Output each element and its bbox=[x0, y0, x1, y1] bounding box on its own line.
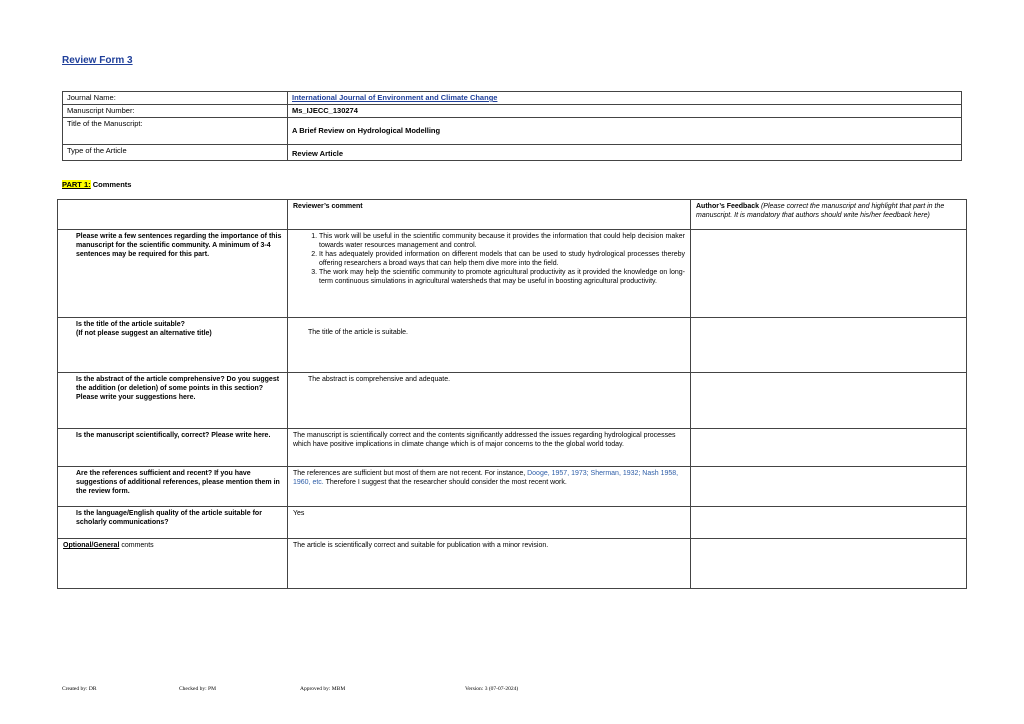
question-references: Are the references sufficient and recent? If you have suggestions of additional references, please mention them in the review form. bbox=[58, 467, 288, 507]
answer-optional: The article is scientifically correct and suitable for publication with a minor revision. bbox=[288, 539, 691, 589]
part-heading bbox=[62, 180, 131, 189]
info-row-manuscript-number bbox=[63, 105, 962, 118]
row-scientific bbox=[58, 429, 967, 467]
importance-item: 3. The work may help the scientific community to promote agricultural productivity as it provided the knowledge on long-term continuous simulations in agricultural watersheds that may be useful in boosting agricultural productivity. bbox=[319, 268, 685, 286]
journal-name-label: Journal Name: bbox=[63, 92, 288, 105]
info-row-article-type bbox=[63, 145, 962, 161]
manuscript-info-table bbox=[62, 91, 962, 161]
manuscript-number-label: Manuscript Number: bbox=[63, 105, 288, 118]
references-citations: Dooge, 1957, 1973; Sherman, 1932; Nash 1958, 1960, etc. bbox=[293, 470, 679, 486]
manuscript-title-value: A Brief Review on Hydrological Modelling bbox=[288, 118, 962, 145]
references-text-post: Therefore I suggest that the researcher should consider the most recent work. bbox=[323, 479, 567, 486]
reviewer-comment-header: Reviewer’s comment bbox=[288, 200, 691, 230]
info-row-journal bbox=[63, 92, 962, 105]
author-feedback-references[interactable] bbox=[691, 467, 967, 507]
footer-checked: Checked by: PM bbox=[179, 686, 216, 692]
question-abstract: Is the abstract of the article comprehensive? Do you suggest the addition (or deletion) of some points in this section? Please write your suggestions here. bbox=[58, 373, 288, 429]
part-title: Comments bbox=[92, 180, 132, 189]
author-feedback-language[interactable] bbox=[691, 507, 967, 539]
author-feedback-scientific[interactable] bbox=[691, 429, 967, 467]
importance-list bbox=[293, 232, 685, 286]
comments-table bbox=[57, 199, 967, 589]
footer-created: Created by: DR bbox=[62, 686, 97, 692]
answer-abstract: The abstract is comprehensive and adequate. bbox=[288, 373, 691, 429]
question-title: Is the title of the article suitable? (If not please suggest an alternative title) bbox=[58, 318, 288, 373]
author-feedback-title: Author’s Feedback bbox=[696, 203, 760, 210]
row-optional bbox=[58, 539, 967, 589]
manuscript-number-value: Ms_IJECC_130274 bbox=[288, 105, 962, 118]
answer-importance bbox=[288, 230, 691, 318]
part-label: PART 1: bbox=[62, 180, 91, 189]
info-row-title bbox=[63, 118, 962, 145]
author-feedback-header bbox=[691, 200, 967, 230]
optional-general-label: Optional/General bbox=[63, 542, 120, 549]
author-feedback-optional[interactable] bbox=[691, 539, 967, 589]
journal-name-link[interactable]: International Journal of Environment and Climate Change bbox=[292, 93, 498, 102]
answer-title: The title of the article is suitable. bbox=[288, 318, 691, 373]
question-scientific: Is the manuscript scientifically, correct? Please write here. bbox=[58, 429, 288, 467]
row-abstract bbox=[58, 373, 967, 429]
author-feedback-title[interactable] bbox=[691, 318, 967, 373]
answer-references bbox=[288, 467, 691, 507]
header-row bbox=[58, 200, 967, 230]
row-importance bbox=[58, 230, 967, 318]
manuscript-title-label: Title of the Manuscript: bbox=[63, 118, 288, 145]
row-title bbox=[58, 318, 967, 373]
question-language: Is the language/English quality of the article suitable for scholarly communications? bbox=[58, 507, 288, 539]
question-optional bbox=[58, 539, 288, 589]
row-references bbox=[58, 467, 967, 507]
importance-item: 2. It has adequately provided information on different models that can be used to study hydrological processes thereby offering researchers a broad ways that can help them dive more into the field. bbox=[319, 250, 685, 268]
article-type-label: Type of the Article bbox=[63, 145, 288, 161]
author-feedback-importance[interactable] bbox=[691, 230, 967, 318]
optional-comments-label: comments bbox=[119, 542, 154, 549]
form-title: Review Form 3 bbox=[62, 55, 133, 66]
footer-approved: Approved by: MBM bbox=[300, 686, 346, 692]
importance-item: 1. This work will be useful in the scientific community because it provides the information that could help decision maker towards water resources management and control. bbox=[319, 232, 685, 250]
row-language bbox=[58, 507, 967, 539]
answer-scientific: The manuscript is scientifically correct and the contents significantly addressed the issues regarding hydrological processes which have positive implications in climate change which is of major concerns to the the global world today. bbox=[288, 429, 691, 467]
header-blank bbox=[58, 200, 288, 230]
author-feedback-instructions: (Please correct the manuscript and highlight that part in the manuscript. It is mandatory that authors should write his/her feedback here) bbox=[696, 203, 945, 219]
author-feedback-abstract[interactable] bbox=[691, 373, 967, 429]
footer-version: Version: 3 (07-07-2024) bbox=[465, 686, 519, 692]
references-text-pre: The references are sufficient but most of them are not recent. For instance, bbox=[293, 470, 528, 477]
answer-language: Yes bbox=[288, 507, 691, 539]
question-importance: Please write a few sentences regarding the importance of this manuscript for the scientific community. A minimum of 3-4 sentences may be required for this part. bbox=[58, 230, 288, 318]
article-type-value: Review Article bbox=[288, 145, 962, 161]
